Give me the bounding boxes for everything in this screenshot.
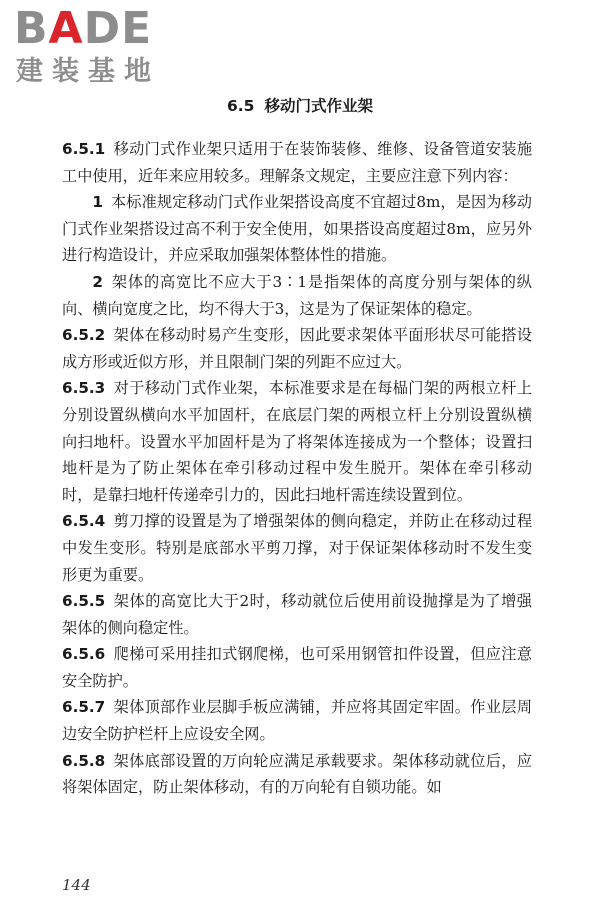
item-number: 1 bbox=[92, 193, 103, 212]
clause-number: 6.5.7 bbox=[62, 698, 106, 717]
list-item-2 bbox=[62, 269, 532, 322]
clause-text: 对于移动门式作业架，本标准要求是在每榀门架的两根立杆上分别设置纵横向水平加固杆，在底层门架的两根立杆上分别设置纵横向扫地杆。设置水平加固杆是为了将架体连接成为一个整体；设置扫地杆是为了防止架体在牵引移动过程中发生脱开。架体在牵引移动时，是靠扫地杆传递牵引力的，因此扫地杆需连续设置到位。 bbox=[62, 379, 532, 504]
clause-text: 架体顶部作业层脚手板应满铺，并应将其固定牢固。作业层周边安全防护栏杆上应设安全网。 bbox=[62, 698, 532, 744]
clause-text: 爬梯可采用挂扣式钢爬梯，也可采用钢管扣件设置，但应注意安全防护。 bbox=[62, 645, 532, 690]
clause-number: 6.5.4 bbox=[62, 512, 106, 531]
clause-text: 架体在移动时易产生变形，因此要求架体平面形状尽可能搭设成方形或近似方形，并且限制门架的列距不应过大。 bbox=[62, 326, 532, 371]
logo-subtitle: 建装基地 bbox=[16, 56, 160, 87]
clause-text: 架体的高宽比大于2时，移动就位后使用前设抛撑是为了增强架体的侧向稳定性。 bbox=[62, 592, 532, 637]
logo-letter-accent: A bbox=[48, 3, 84, 54]
section-title bbox=[0, 95, 600, 117]
logo-letters-suffix: DE bbox=[83, 3, 153, 54]
clause-text: 架体底部设置的万向轮应满足承载要求。架体移动就位后，应将架体固定，防止架体移动，有的万向轮有自锁功能。如 bbox=[62, 751, 532, 797]
clause-6-5-3 bbox=[62, 375, 532, 508]
clause-number: 6.5.1 bbox=[62, 140, 106, 158]
clause-6-5-1 bbox=[62, 136, 532, 189]
clause-number: 6.5.2 bbox=[62, 326, 106, 345]
clause-number: 6.5.6 bbox=[62, 645, 106, 664]
clause-6-5-8 bbox=[62, 748, 532, 801]
page-number: 144 bbox=[62, 876, 91, 894]
clause-6-5-4 bbox=[62, 508, 532, 588]
item-text: 架体的高宽比不应大于3∶1是指架体的高度分别与架体的纵向、横向宽度之比，均不得大于3，这是为了保证架体的稳定。 bbox=[62, 272, 532, 318]
list-item-1 bbox=[62, 189, 532, 269]
clause-text: 移动门式作业架只适用于在装饰装修、维修、设备管道安装施工中使用，近年来应用较多。理解条文规定，主要应注意下列内容： bbox=[62, 140, 532, 185]
logo-letters-prefix: B bbox=[14, 3, 49, 54]
logo-wordmark bbox=[14, 4, 152, 54]
clause-6-5-6 bbox=[62, 641, 532, 694]
clause-number: 6.5.5 bbox=[62, 592, 106, 611]
clause-6-5-2 bbox=[62, 322, 532, 375]
section-title-text: 移动门式作业架 bbox=[264, 97, 373, 115]
logo bbox=[14, 4, 184, 94]
clause-6-5-7 bbox=[62, 694, 532, 747]
clause-number: 6.5.8 bbox=[62, 751, 106, 770]
section-number: 6.5 bbox=[227, 97, 255, 115]
item-number: 2 bbox=[92, 272, 103, 291]
item-text: 本标准规定移动门式作业架搭设高度不宜超过8m，是因为移动门式作业架搭设过高不利于安全使用，如果搭设高度超过8m，应另外进行构造设计，并应采取加强架体整体性的措施。 bbox=[62, 193, 532, 265]
clause-6-5-5 bbox=[62, 588, 532, 641]
clause-text: 剪刀撑的设置是为了增强架体的侧向稳定，并防止在移动过程中发生变形。特别是底部水平剪刀撑，对于保证架体移动时不发生变形更为重要。 bbox=[62, 512, 532, 584]
clause-number: 6.5.3 bbox=[62, 379, 106, 398]
body-text bbox=[62, 136, 532, 801]
